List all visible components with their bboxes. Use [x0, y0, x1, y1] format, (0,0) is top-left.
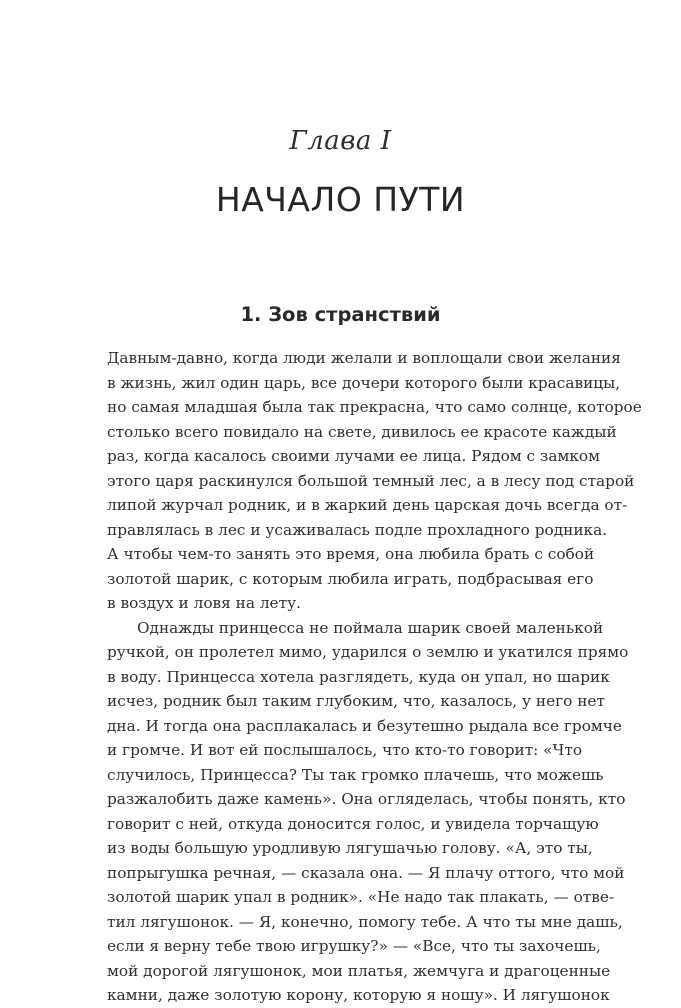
text-line: золотой шарик, с которым любила играть, подбрасывая его	[107, 569, 594, 588]
text-line: исчез, родник был таким глубоким, что, казалось, у него нет	[107, 692, 605, 710]
text-line: правлялась в лес и усаживалась подле прохладного родника.	[107, 520, 608, 539]
text-line: из воды большую уродливую лягушачью голову. «А, это ты,	[107, 839, 593, 857]
text-line: дна. И тогда она расплакалась и безутешно рыдала все громче	[107, 716, 622, 735]
text-line: тил лягушонок. — Я, конечно, помогу тебе. А что ты мне дашь,	[107, 912, 623, 931]
text-line: случилось, Принцесса? Ты так громко плачешь, что можешь	[107, 765, 604, 784]
body-text	[107, 346, 642, 1008]
text-line: если я верну тебе твою игрушку?» — «Все, что ты захочешь,	[107, 937, 601, 955]
text-line: столько всего повидало на свете, дивилось ее красоте каждый	[107, 422, 617, 441]
text-line: этого царя раскинулся большой темный лес, а в лесу под старой	[107, 471, 635, 490]
text-line: но самая младшая была так прекрасна, что само солнце, которое	[107, 398, 642, 416]
text-line: липой журчал родник, и в жаркий день царская дочь всегда от-	[107, 496, 628, 514]
text-line: ручкой, он пролетел мимо, ударился о землю и укатился прямо	[107, 643, 629, 661]
text-line: в воду. Принцесса хотела разглядеть, куда он упал, но шарик	[107, 667, 610, 686]
text-line: говорит с ней, откуда доносится голос, и увидела торчащую	[107, 814, 599, 833]
text-line: и громче. И вот ей послышалось, что кто-то говорит: «Что	[107, 741, 583, 759]
text-line: золотой шарик упал в родник». «Не надо так плакать, — отве-	[107, 888, 615, 906]
text-line: в жизнь, жил один царь, все дочери которого были красавицы,	[107, 373, 621, 392]
text-line: камни, даже золотую корону, которую я ношу». И лягушонок	[107, 986, 610, 1004]
section-title: 1. Зов странствий	[240, 303, 441, 326]
text-line: разжалобить даже камень». Она огляделась, чтобы понять, кто	[107, 790, 626, 808]
text-line: А чтобы чем-то занять это время, она любила брать с собой	[107, 545, 595, 563]
text-line: Однажды принцесса не поймала шарик своей маленькой	[137, 618, 604, 637]
text-line: раз, когда касалось своими лучами ее лица. Рядом с замком	[107, 447, 601, 465]
text-line: Давным-давно, когда люди желали и воплощали свои желания	[107, 349, 621, 367]
chapter-label: Глава I	[289, 126, 392, 156]
text-line: в воздух и ловя на лету.	[107, 594, 301, 612]
text-line: попрыгушка речная, — сказала она. — Я плачу оттого, что мой	[107, 863, 625, 882]
text-line: мой дорогой лягушонок, мои платья, жемчуга и драгоценные	[107, 961, 611, 980]
chapter-title: НАЧАЛО ПУТИ	[215, 180, 466, 219]
